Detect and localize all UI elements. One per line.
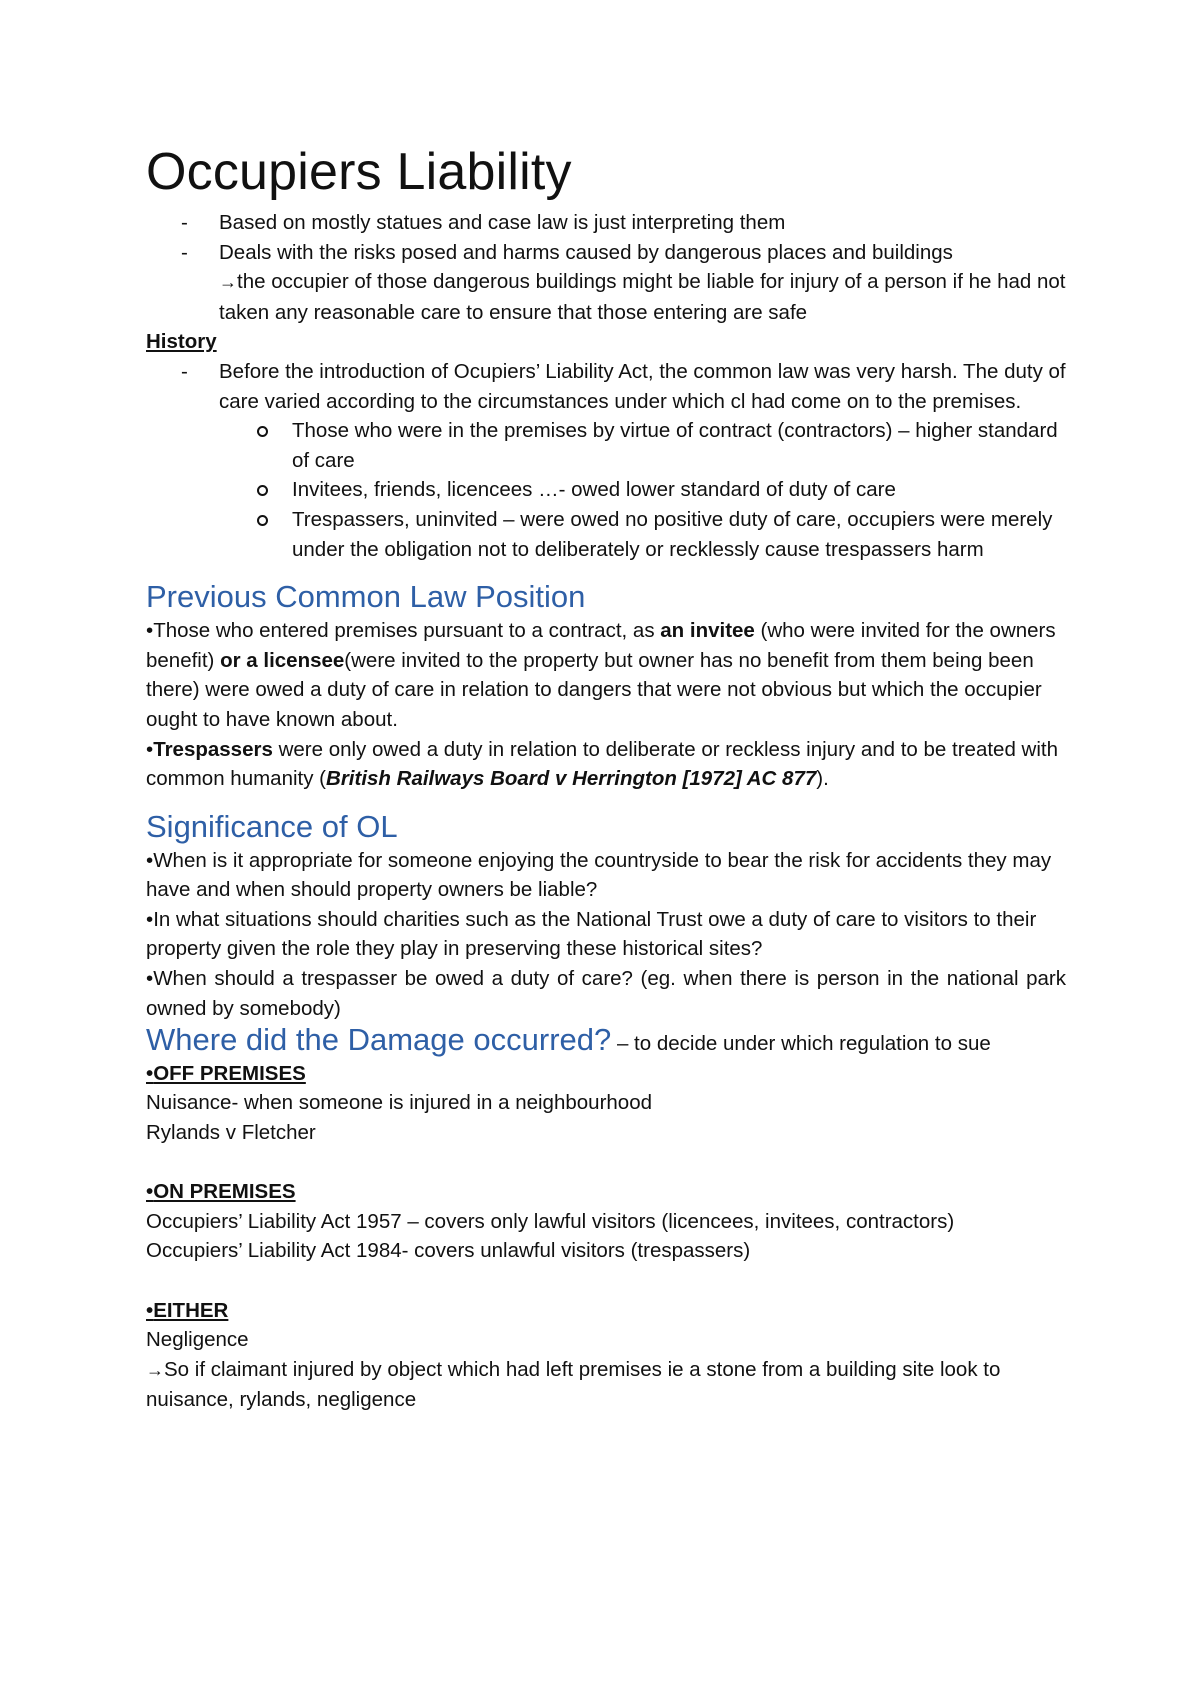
bullet-icon: •	[146, 1298, 154, 1322]
pcl-p1-invitee: an invitee	[660, 619, 755, 643]
history-list	[146, 357, 1066, 564]
where-damage-heading-suffix: – to decide under which regulation to sue	[611, 1032, 991, 1056]
on-premises-heading	[146, 1177, 1066, 1207]
significance-question-1	[146, 846, 1066, 905]
history-sub-bullet-3: Trespassers, uninvited – were owed no positive duty of care, occupiers were merely under the obligation not to deliberately or recklessly cause trespassers harm	[292, 505, 1066, 564]
pcl-p1-part3: (were invited to the property but owner has no benefit from them being been there) were owed a duty of care in relation to dangers that were not obvious but which the occupier ought to have known about.	[146, 648, 1042, 731]
where-damage-heading-line	[146, 1023, 1066, 1059]
either-arrow-text: So if claimant injured by object which had left premises ie a stone from a building site look to nuisance, rylands, negligence	[146, 1357, 1001, 1412]
previous-common-law-paragraph-2	[146, 735, 1066, 794]
significance-q3-text: When should a trespasser be owed a duty of care? (eg. when there is person in the national park owned by somebody)	[146, 967, 1066, 1020]
bullet-icon: •	[146, 1061, 154, 1085]
pcl-p1-part1: Those who entered premises pursuant to a contract, as	[153, 619, 661, 643]
intro-arrow-text: the occupier of those dangerous buildings might be liable for injury of a person if he had not taken any reasonable care to ensure that those entering are safe	[219, 270, 1066, 324]
significance-heading: Significance of OL	[146, 808, 398, 844]
significance-q2-text: In what situations should charities such as the National Trust owe a duty of care to visitors to their property given the role they play in preserving these historical sites?	[146, 907, 1037, 961]
where-damage-heading: Where did the Damage occurred?	[146, 1022, 612, 1058]
significance-question-2	[146, 905, 1066, 964]
previous-common-law-heading: Previous Common Law Position	[146, 579, 586, 615]
history-sub-bullet-1: Those who were in the premises by virtue of contract (contractors) – higher standard of care	[292, 416, 1066, 475]
off-premises-heading	[146, 1059, 1066, 1089]
pcl-p2-part2: ).	[816, 767, 829, 791]
bullet-icon: •	[146, 907, 154, 931]
pcl-p2-case-citation: British Railways Board v Herrington [1972] AC 877	[326, 767, 817, 791]
right-arrow-icon: →	[219, 272, 237, 293]
significance-q1-text: When is it appropriate for someone enjoying the countryside to bear the risk for accidents they may have and when should property owners be liable?	[146, 848, 1052, 902]
bullet-icon: •	[146, 967, 154, 991]
pcl-p2-part1: were only owed a duty in relation to deliberate or reckless injury and to be treated with common humanity (	[146, 737, 1059, 791]
either-heading	[146, 1296, 1066, 1326]
bullet-icon: •	[146, 848, 154, 872]
pcl-p1-licensee: or a licensee	[220, 648, 345, 672]
off-premises-heading-text: OFF PREMISES	[153, 1061, 306, 1085]
intro-arrow-line	[219, 267, 1066, 327]
bullet-icon: •	[146, 1180, 154, 1204]
blank-line	[146, 1148, 1066, 1178]
bullet-icon: •	[146, 737, 154, 761]
right-arrow-icon: →	[146, 1359, 164, 1380]
on-premises-heading-text: ON PREMISES	[153, 1180, 296, 1204]
previous-common-law-paragraph-1	[146, 616, 1066, 734]
on-premises-line-2: Occupiers’ Liability Act 1984- covers unlawful visitors (trespassers)	[146, 1239, 751, 1263]
blank-line	[146, 1266, 1066, 1296]
off-premises-line-2: Rylands v Fletcher	[146, 1121, 316, 1145]
pcl-p1-part2: (who were invited for the owners benefit)	[146, 619, 1056, 672]
intro-bullet-2-text: Deals with the risks posed and harms caused by dangerous places and buildings	[219, 240, 953, 264]
either-heading-text: EITHER	[153, 1298, 229, 1322]
significance-question-3	[146, 964, 1066, 1023]
off-premises-line-1: Nuisance- when someone is injured in a neighbourhood	[146, 1091, 652, 1115]
either-arrow-line	[146, 1355, 1066, 1415]
on-premises-line-1: Occupiers’ Liability Act 1957 – covers only lawful visitors (licencees, invitees, contractors)	[146, 1209, 955, 1233]
history-heading: History	[146, 330, 217, 354]
pcl-p2-trespassers: Trespassers	[153, 737, 273, 761]
intro-list	[146, 208, 1066, 327]
intro-bullet-1: - Based on mostly statues and case law is just interpreting them	[219, 208, 1066, 238]
history-bullet-text: Before the introduction of Ocupiers’ Liability Act, the common law was very harsh. The duty of care varied according to the circumstances under which cl had come on to the premises.	[219, 359, 1066, 413]
either-line: Negligence	[146, 1328, 249, 1352]
bullet-icon: •	[146, 619, 154, 643]
history-sub-bullet-2: Invitees, friends, licencees …- owed lower standard of duty of care	[292, 475, 1066, 505]
intro-bullet-2	[219, 238, 1066, 328]
history-bullet	[219, 357, 1066, 564]
history-sub-list	[219, 416, 1066, 564]
document-body	[146, 140, 1066, 1415]
document-title: Occupiers Liability	[146, 143, 572, 201]
